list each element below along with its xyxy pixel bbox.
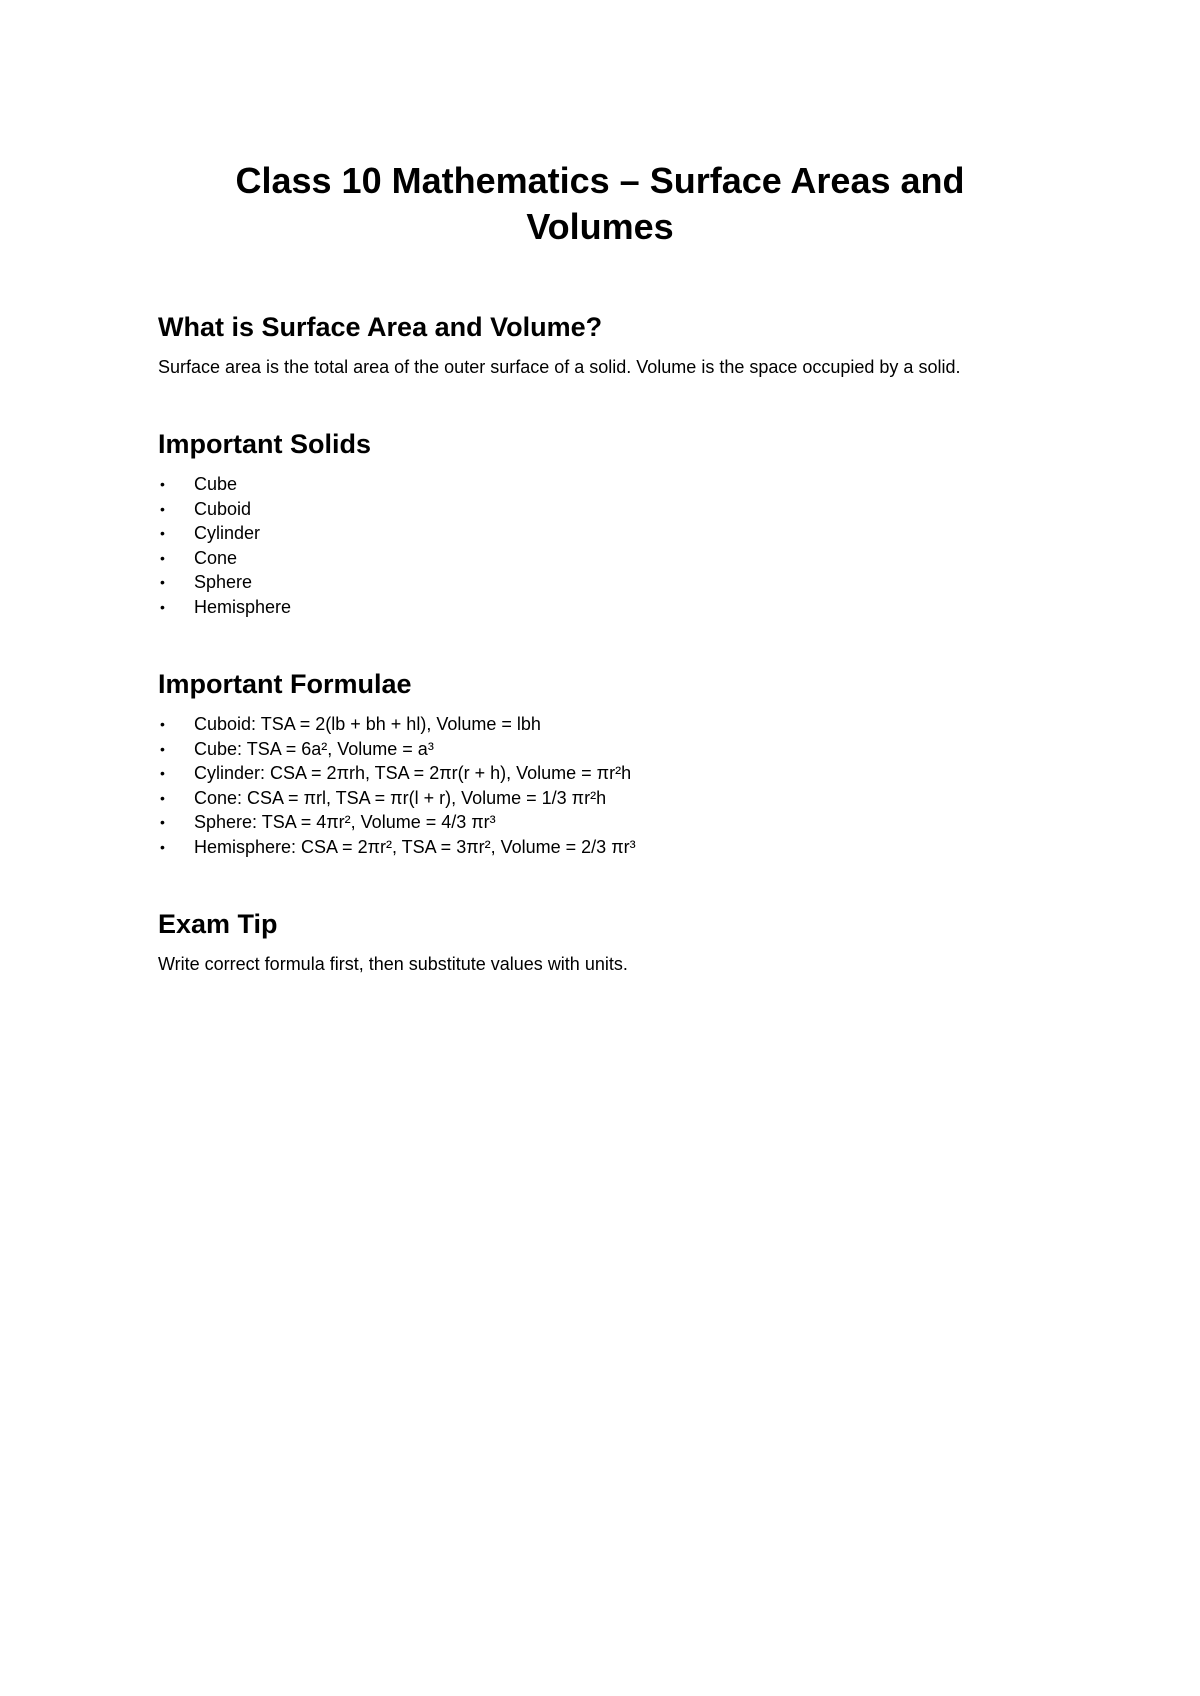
list-item-text: Cone	[194, 547, 238, 568]
bullet-icon: •	[160, 716, 165, 732]
bullet-icon: •	[160, 525, 165, 541]
bullet-icon: •	[160, 476, 165, 492]
list-item	[158, 786, 1038, 811]
list-item-text: Cylinder: CSA = 2πrh, TSA = 2πr(r + h), Volume = πr²h	[194, 763, 632, 783]
list-item-text: Sphere	[194, 572, 253, 592]
bullet-icon: •	[160, 789, 165, 806]
bullet-icon: •	[160, 598, 165, 615]
bullet-icon: •	[160, 838, 165, 855]
list-item	[158, 810, 1038, 835]
list-item	[158, 835, 1038, 860]
section-what-is	[158, 310, 1038, 379]
section-body-what-is: Surface area is the total area of the outer surface of a solid. Volume is the space occupied by a solid.	[158, 357, 961, 377]
list-item-text: Hemisphere	[194, 596, 292, 617]
list-item	[158, 497, 1038, 522]
section-heading-formulae: Important Formulae	[158, 669, 412, 699]
bullet-icon: •	[160, 814, 165, 830]
section-body-exam-tip: Write correct formula first, then substitute values with units.	[158, 954, 628, 974]
bullet-icon: •	[160, 765, 165, 781]
list-item	[158, 570, 1038, 595]
solids-list	[158, 472, 1038, 619]
list-item	[158, 546, 1038, 571]
list-item-text: Cube: TSA = 6a², Volume = a³	[194, 738, 434, 759]
list-item-text: Cuboid	[194, 498, 252, 519]
bullet-icon: •	[160, 500, 165, 517]
list-item-text: Cuboid: TSA = 2(lb + bh + hl), Volume = lbh	[194, 714, 541, 734]
title-line-1: Class 10 Mathematics – Surface Areas and	[235, 160, 965, 201]
bullet-icon: •	[160, 740, 165, 757]
list-item	[158, 761, 1038, 786]
list-item-text: Sphere: TSA = 4πr², Volume = 4/3 πr³	[194, 812, 496, 832]
section-heading-exam-tip: Exam Tip	[158, 909, 278, 939]
list-item	[158, 737, 1038, 762]
section-important-formulae	[158, 667, 1038, 859]
list-item	[158, 472, 1038, 497]
title-line-2: Volumes	[526, 206, 674, 247]
formulae-list	[158, 712, 1038, 859]
list-item	[158, 712, 1038, 737]
section-heading-solids: Important Solids	[158, 429, 372, 459]
list-item	[158, 595, 1038, 620]
list-item	[158, 521, 1038, 546]
list-item-text: Hemisphere: CSA = 2πr², TSA = 3πr², Volume = 2/3 πr³	[194, 836, 636, 857]
list-item-text: Cylinder	[194, 523, 261, 543]
bullet-icon: •	[160, 549, 165, 566]
document-title	[200, 158, 1000, 250]
section-heading-what-is: What is Surface Area and Volume?	[158, 312, 603, 342]
bullet-icon: •	[160, 574, 165, 590]
section-exam-tip	[158, 907, 1038, 976]
list-item-text: Cone: CSA = πrl, TSA = πr(l + r), Volume = 1/3 πr²h	[194, 787, 607, 808]
list-item-text: Cube	[194, 474, 238, 494]
document-content	[158, 310, 1038, 976]
section-important-solids	[158, 427, 1038, 619]
